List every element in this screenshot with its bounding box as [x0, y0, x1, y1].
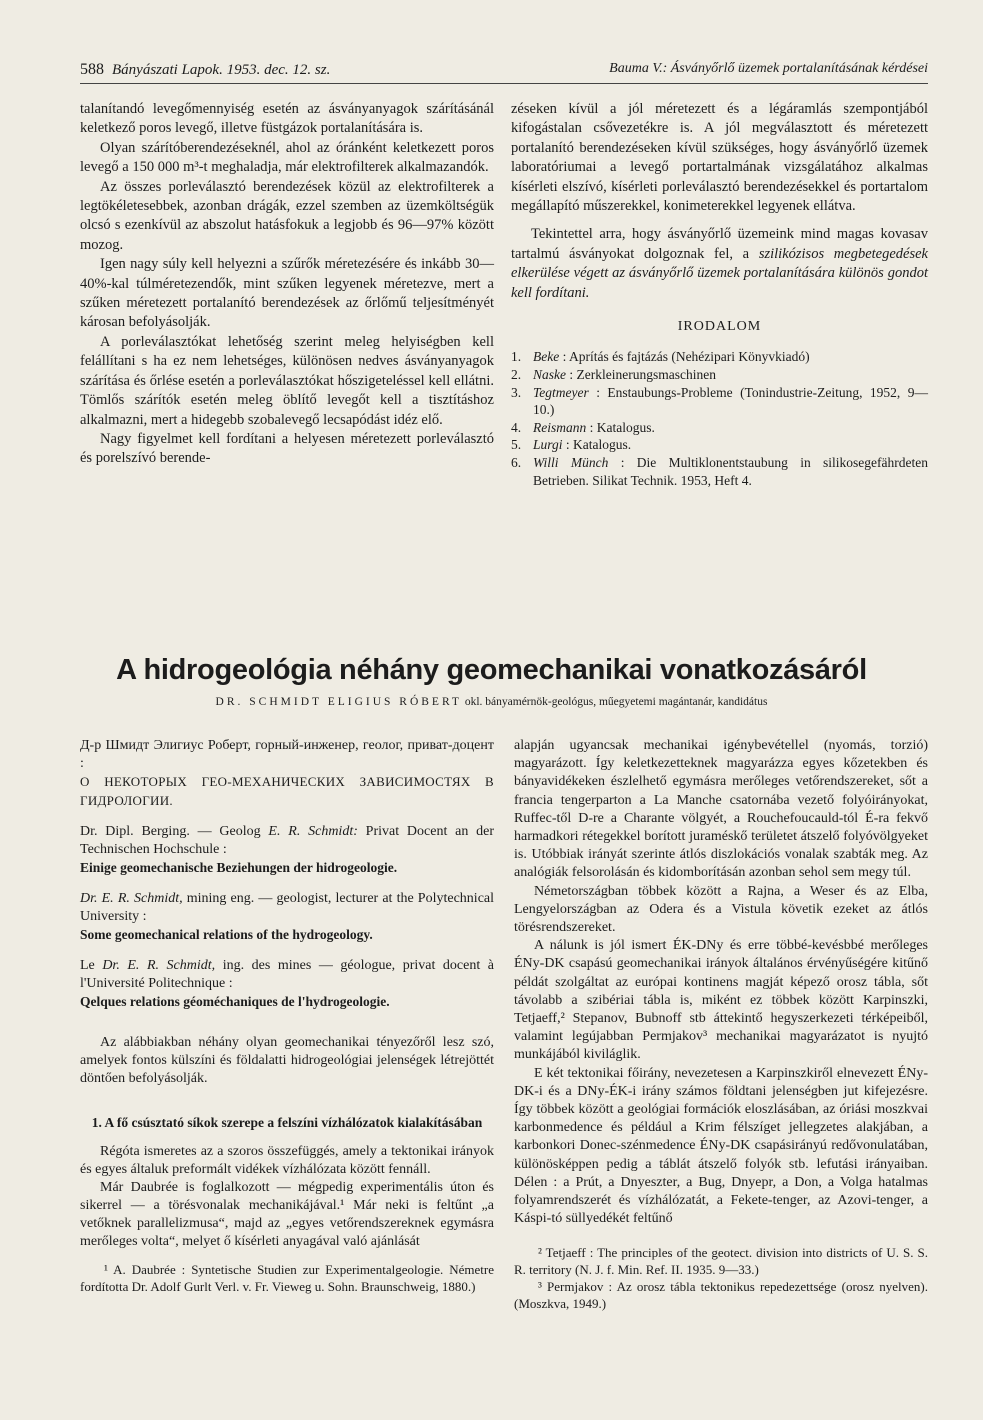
abstract-german [80, 823, 494, 878]
article1-column-left [80, 100, 494, 469]
abstract-role: ing. des mines — géologue, privat docent à l'Université Politechnique : [80, 958, 495, 991]
abstract-french [80, 957, 494, 1012]
paragraph: E két tektonikai főirány, nevezetesen a Karpinszkiről elnevezett ÉNy-DK-i és a DNy-ÉK-i irány számos földtani jelenségben jut kifejezésre. Így többek között a geológiai formációk eloszlásában, az óriási moszkvai karbonmedence és például a Krim félszíget jellegzetes alakjában, a karbonkori Donec-szénmedence ÉNy-DK csapásirányú redővonulatában, különösképpen pedig a táblát átszelő folyók stb. lefutási irányaiban. Délen : a Prút, a Dnyeszter, a Bug, Dnyepr, a Don, a Volga hatalmas folyamrendszerét és vízhálózatát, a Fekete-tenger, az Azovi-tenger, a Káspi-tó süllyedékét feltűnő [514, 1065, 928, 1227]
reference-number: 3. [511, 384, 522, 400]
reference-number: 6. [511, 455, 522, 471]
author-byline [0, 696, 983, 708]
footnote-text: ² Tetjaeff : The principles of the geotect. division into districts of U. S. S. R. territory (N. J. f. Min. Ref. II. 1935. 9—33.) [514, 1245, 928, 1278]
paragraph: Igen nagy súly kell helyezni a szűrők méretezésére és inkább 30—40%-kal túlméretezendők, mint szűken legyenek méretezve, mert a szűken méretezett portalanító berendezések az őrlőmű teljesítményét károsan befolyásolják. [80, 256, 494, 331]
reference-author: Tegtmeyer [533, 384, 589, 400]
paragraph [511, 225, 928, 303]
abstract-title: Some geomechanical relations of the hydrogeology. [80, 927, 373, 942]
article-title: A hidrogeológia néhány geomechanikai vonatkozásáról [116, 654, 867, 686]
reference-text: : Katalogus. [589, 419, 655, 435]
reference-text: : Aprítás és fajtázás (Nehézipari Könyvkiadó) [562, 349, 810, 365]
article2-column-right [514, 737, 928, 1312]
conclusion-emphasis: szilikózisos megbetegedések elkerülése végett az ásványőrlő üzemek portalanítására különös gondot kell fordítani. [511, 245, 928, 301]
article1-column-right [511, 100, 928, 489]
article2-column-left [80, 737, 494, 1295]
reference-author: Willi Münch [533, 455, 609, 471]
abstract-role: Privat Docent an der Technischen Hochschule : [80, 824, 495, 857]
abstract-title: О НЕКОТОРЫХ ГЕО-МЕХАНИЧЕСКИХ ЗАВИСИМОСТЯХ В ГИДРОЛОГИИ. [80, 774, 494, 808]
abstract-author: Dr. E. R. Schmidt, [80, 891, 183, 906]
paragraph: A nálunk is jól ismert ÉK-DNy és erre többé-kevésbbé merőleges ÉNy-DK csapású geomechanikai irányok általános érvényűségére kitűnő példát szolgáltat az európai kontinens magját képező orosz tábla, sőt távolabb a szibériai tábla is, miként ez többek között Karpinszki, Tetjaeff,² Stepanov, Bubnoff stb áttekintő hegyszerkezeti térképeiből, valamint legújabban Permjakov³ mechanikai magyarázatot is nyujtó munkájából kiviláglik. [514, 938, 928, 1063]
intro-paragraph: Az alábbiakban néhány olyan geomechanikai tényezőről lesz szó, amelyek fontos külszíni és földalatti hidrogeológiai jelenségek létrejöttét döntően befolyásolják. [80, 1035, 494, 1086]
journal-name: Bányászati Lapok. 1953. dec. 12. sz. [112, 62, 331, 78]
reference-item [511, 384, 928, 419]
reference-item [511, 366, 928, 384]
paragraph: Már Daubrée is foglalkozott — mégpedig experimentális úton és sikerrel — a törésvonalak mechanikájával.¹ Már neki is feltűnt „a vetőknek parallelizmusa“, majd az „egyes vetőrendszereknek egymásra merőleges volta“, melyet ő kísérleti anyagával való ajánlását [80, 1180, 494, 1249]
abstract-role: горный-инженер, геолог, приват-доцент : [80, 738, 494, 771]
reference-item [511, 454, 928, 489]
paragraph: zéseken kívül a jól méretezett és a légáramlás szempontjából kifogástalan csővezetékre is. A jól megválasztott és méretezett portalanító berendezéseken kívül szükséges, hogy ásványőrlő üzemek laboratóriumai a levegő portartalmának vizsgálatához alkalmas kísérleti elszívó, kísérleti porleválasztó berendezésekkel és portartalom megállapító műszerekkel, konimeterekkel legyenek ellátva. [511, 101, 928, 215]
author-name: DR. SCHMIDT ELIGIUS RÓBERT [215, 696, 462, 708]
author-credentials: okl. bányamérnök-geológus, műegyetemi magántanár, kandidátus [464, 696, 768, 708]
page-number: 588 [80, 61, 104, 78]
reference-author: Naske [533, 367, 566, 383]
paragraph: Az összes porleválasztó berendezések közül az elektrofilterek a legtökéletesebbek, azonban drágák, ezzel szemben az üzemköltségük olcsó s ezenkívül az abszolut hatásfokuk a legjobb és 96—97% között mozog. [80, 178, 494, 253]
running-header [80, 61, 928, 84]
reference-author: Reismann [533, 419, 587, 435]
conclusion-text: Tekintettel arra, hogy ásványőrlő üzemeink mind magas kovasav tartalmú ásványokat dolgoznak fel, a [511, 226, 928, 262]
reference-number: 4. [511, 419, 522, 435]
reference-number: 5. [511, 437, 522, 453]
abstract-role: mining eng. — geologist, lecturer at the Polytechnical University : [80, 891, 495, 924]
abstract-prefix: Le [80, 958, 95, 973]
abstract-russian [80, 737, 494, 811]
paragraph: talanítandó levegőmennyiség esetén az ásványanyagok szárításánál keletkező poros levegő, illetve füstgázok portalanítására is. [80, 101, 494, 137]
reference-item [511, 419, 928, 437]
footnotes [514, 1244, 928, 1312]
abstract-title: Qelques relations géoméchaniques de l'hydrogeologie. [80, 994, 390, 1009]
reference-author: Beke [533, 349, 560, 365]
reference-text: : Katalogus. [565, 437, 632, 453]
reference-number: 2. [511, 367, 522, 383]
abstract-english [80, 890, 494, 945]
footnote [80, 1261, 494, 1295]
paragraph: alapján ugyancsak mechanikai igénybevétellel (nyomás, torzió) magyarázott. Így keletkezetteknek magyarázza egyes kőzetekben és bányavidékeken észlelhető egymásra merőleges vetőrendszereket, sőt a francia tengerparton a La Manche csatornába vezető folyóirányokat, Ruffec-től D-re a Charante völgyét, a Rouchefoucauld-tól É-ra fekvő harmadkori rétegekkel borított juraméskő területet átszelő folyóvölgyeket is. Utóbbiak irányát szerinte átlós diszlokációs vonalak szabták meg. Az analógiák felsorolásán és kidomborításán azonban sehol sem megy túl. [514, 738, 928, 881]
references-heading: IRODALOM [677, 319, 762, 335]
paragraph: Olyan szárítóberendezéseknél, ahol az óránként keletkezett poros levegő a 150 000 m³-t meghaladja, már elektrofilterek alkalmazandók. [80, 139, 494, 176]
abstract-author: E. R. Schmidt: [268, 824, 358, 839]
abstract-author: Dr. E. R. Schmidt, [102, 958, 216, 973]
paragraph: Régóta ismeretes az a szoros összefüggés, amely a tektonikai irányok és egyes általuk preformált vidékek vízhálózata között fennáll. [80, 1144, 494, 1177]
abstract-prefix: Dr. Dipl. Berging. — Geolog [80, 824, 261, 839]
footnote-text: ³ Permjakov : Az orosz tábla tektonikus repedezettsége (orosz nyelven). (Moszkva, 1949.) [514, 1279, 928, 1312]
running-title: Bauma V.: Ásványőrlő üzemek portalanításának kérdései [609, 61, 928, 76]
section-heading: 1. A fő csúsztató síkok szerepe a felszíni vízhálózatok kialakításában [91, 1115, 483, 1130]
paragraph: A porleválasztókat lehetőség szerint meleg helyiségben kell felállítani s ha ez nem lehetséges, különösen nedves ásványanyagok szárítása és őrlése esetén a porleválasztókat hőszigeteléssel kell ellátni. Tömlős szárítók esetén meleg öblítő levegőt kell a tisztításhoz alkalmazni, mert a hidegebb szobalevegő lecsapódást idéz elő. [80, 333, 494, 428]
footnote-text: ¹ A. Daubrée : Syntetische Studien zur Experimentalgeologie. Németre fordította Dr. Adolf Gurlt Verl. v. Fr. Vieweg u. Sohn. Braunschweig, 1880.) [80, 1262, 494, 1294]
reference-item [511, 348, 928, 366]
reference-number: 1. [511, 349, 522, 365]
reference-item [511, 436, 928, 454]
paragraph: Németországban többek között a Rajna, a Weser és az Elba, Lengyelországban az Odera és a Vistula követik ezeket az átlós törésrendszereket. [514, 883, 928, 936]
reference-text: : Die Multiklonentstaubung in silikosegefährdeten Betrieben. Silikat Technik. 1953, Heft 4. [533, 455, 929, 488]
reference-text: : Enstaubungs-Probleme (Tonindustrie-Zeitung, 1952, 9—10.) [533, 384, 929, 418]
abstract-title: Einige geomechanische Beziehungen der hidrogeologie. [80, 860, 398, 875]
reference-author: Lurgi [533, 437, 563, 453]
abstract-author: Д-р Шмидт Элигиус Роберт, [80, 738, 251, 753]
reference-text: : Zerkleinerungsmaschinen [569, 367, 716, 383]
header-left [80, 61, 330, 79]
reference-list [511, 348, 928, 489]
paragraph: Nagy figyelmet kell fordítani a helyesen méretezett porleválasztó és porelszívó berende- [80, 430, 494, 467]
